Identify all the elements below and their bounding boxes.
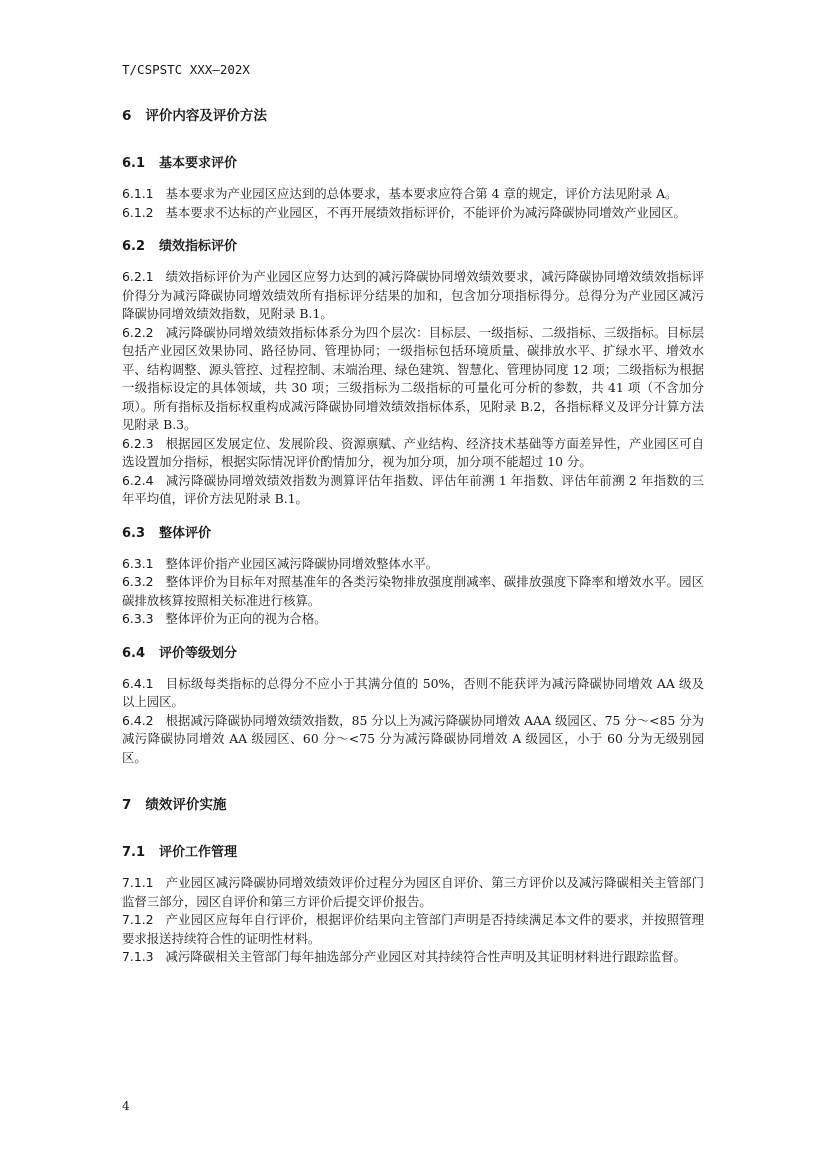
clause-text: 整体评价指产业园区减污降碳协同增效整体水平。: [165, 555, 439, 571]
clause-number: 6.2.4: [122, 472, 154, 488]
section-title: 评价工作管理: [159, 845, 238, 860]
clause-6-3-3: [122, 610, 704, 629]
chapter-title: 评价内容及评价方法: [145, 108, 267, 124]
clause-7-1-3: [122, 948, 704, 967]
clause-text: 根据园区发展定位、发展阶段、资源禀赋、产业结构、经济技术基础等方面差异性，产业园区可自选设置加分指标，根据实际情况评价酌情加分，视为加分项，加分项不能超过 10 分。: [122, 435, 704, 469]
section-number: 6.1: [122, 156, 146, 171]
clause-6-4-1: [122, 675, 704, 712]
clause-number: 6.1.2: [122, 204, 154, 220]
section-number: 7.1: [122, 845, 146, 860]
document-code-header: T/CSPSTC XXX—202X: [122, 62, 250, 77]
clause-7-1-1: [122, 874, 704, 911]
clause-text: 绩效指标评价为产业园区应努力达到的减污降碳协同增效绩效要求，减污降碳协同增效绩效指标评价得分为减污降碳协同增效绩效所有指标评分结果的加和，包含加分项指标得分。总得分为产业园区减污降碳协同增效绩效指数，见附录 B.1。: [122, 269, 704, 321]
section-title: 基本要求评价: [159, 156, 238, 171]
clause-6-1-2: [122, 204, 704, 223]
clause-6-3-1: [122, 555, 704, 574]
clause-7-1-2: [122, 911, 704, 948]
clause-number: 6.4.2: [122, 712, 154, 728]
section-6-4-heading: [122, 642, 704, 661]
clause-text: 减污降碳协同增效绩效指标体系分为四个层次：目标层、一级指标、二级指标、三级指标。目标层包括产业园区效果协同、路径协同、管理协同；一级指标包括环境质量、碳排放水平、扩绿水平、增效水平、结构调整、源头管控、过程控制、末端治理、绿色建筑、智慧化、管理协同度 12 项；二级指标为根据一级指标设定的具体领域，共 30 项；三级指标为二级指标的可量化可分析的参数，共 41 项（不含加分项）。所有指标及指标权重构成减污降碳协同增效绩效指标体系，见附录 B.2，各指标释义及评分计算方法见附录 B.3。: [122, 324, 704, 432]
clause-6-2-4: [122, 472, 704, 509]
clause-text: 产业园区减污降碳协同增效绩效评价过程分为园区自评价、第三方评价以及减污降碳相关主管部门监督三部分，园区自评价和第三方评价后提交评价报告。: [122, 875, 704, 909]
clause-number: 6.3.1: [122, 555, 154, 571]
section-number: 6.3: [122, 525, 146, 541]
section-6-1-heading: [122, 152, 704, 171]
section-number: 6.2: [122, 239, 146, 254]
clause-6-3-2: [122, 573, 704, 610]
section-7-1-heading: [122, 841, 704, 860]
clause-6-2-1: [122, 268, 704, 324]
clause-6-2-2: [122, 324, 704, 435]
clause-text: 整体评价为正向的视为合格。: [165, 611, 327, 626]
clause-6-1-1: [122, 185, 704, 204]
clause-text: 减污降碳相关主管部门每年抽选部分产业园区对其持续符合性声明及其证明材料进行跟踪监督。: [165, 949, 686, 964]
chapter-number: 6: [122, 108, 132, 124]
clause-text: 整体评价为目标年对照基准年的各类污染物排放强度削减率、碳排放强度下降率和增效水平。园区碳排放核算按照相关标准进行核算。: [122, 574, 704, 608]
clause-number: 6.3.2: [122, 574, 154, 589]
clause-text: 减污降碳协同增效绩效指数为测算评估年指数、评估年前溯 1 年指数、评估年前溯 2 年指数的三年平均值，评价方法见附录 B.1。: [122, 472, 704, 506]
section-6-3-heading: [122, 522, 704, 541]
clause-text: 产业园区应每年自行评价，根据评价结果向主管部门声明是否持续满足本文件的要求，并按照管理要求报送持续符合性的证明性材料。: [122, 912, 704, 946]
clause-number: 7.1.1: [122, 875, 154, 890]
section-title: 绩效指标评价: [159, 239, 238, 254]
clause-number: 6.2.1: [122, 269, 154, 284]
clause-text: 根据减污降碳协同增效绩效指数，85 分以上为减污降碳协同增效 AAA 级园区、75 分～<85 分为减污降碳协同增效 AA 级园区、60 分～<75 分为减污降碳协同增效 A 级园区，小于 60 分为无级别园区。: [122, 712, 704, 765]
section-number: 6.4: [122, 645, 146, 661]
clause-number: 6.2.2: [122, 324, 154, 340]
clause-text: 目标级每类指标的总得分不应小于其满分值的 50%，否则不能获评为减污降碳协同增效 AA 级及以上园区。: [122, 675, 704, 709]
clause-number: 6.3.3: [122, 611, 154, 626]
clause-number: 7.1.2: [122, 912, 154, 927]
clause-number: 6.4.1: [122, 675, 154, 691]
clause-text: 基本要求为产业园区应达到的总体要求，基本要求应符合第 4 章的规定，评价方法见附录 A。: [165, 186, 678, 201]
section-6-2-heading: [122, 235, 704, 254]
clause-6-2-3: [122, 435, 704, 472]
section-title: 整体评价: [159, 525, 212, 541]
clause-number: 6.1.1: [122, 186, 154, 201]
clause-text: 基本要求不达标的产业园区，不再开展绩效指标评价，不能评价为减污降碳协同增效产业园区。: [165, 204, 686, 220]
clause-number: 7.1.3: [122, 949, 154, 964]
chapter-title: 绩效评价实施: [145, 797, 227, 813]
chapter-6-heading: [122, 104, 704, 124]
chapter-number: 7: [122, 797, 132, 813]
clause-number: 6.2.3: [122, 435, 154, 451]
section-title: 评价等级划分: [159, 645, 238, 661]
page-number: 4: [122, 1099, 130, 1113]
clause-6-4-2: [122, 712, 704, 768]
document-body: [122, 104, 704, 980]
chapter-7-heading: [122, 793, 704, 813]
